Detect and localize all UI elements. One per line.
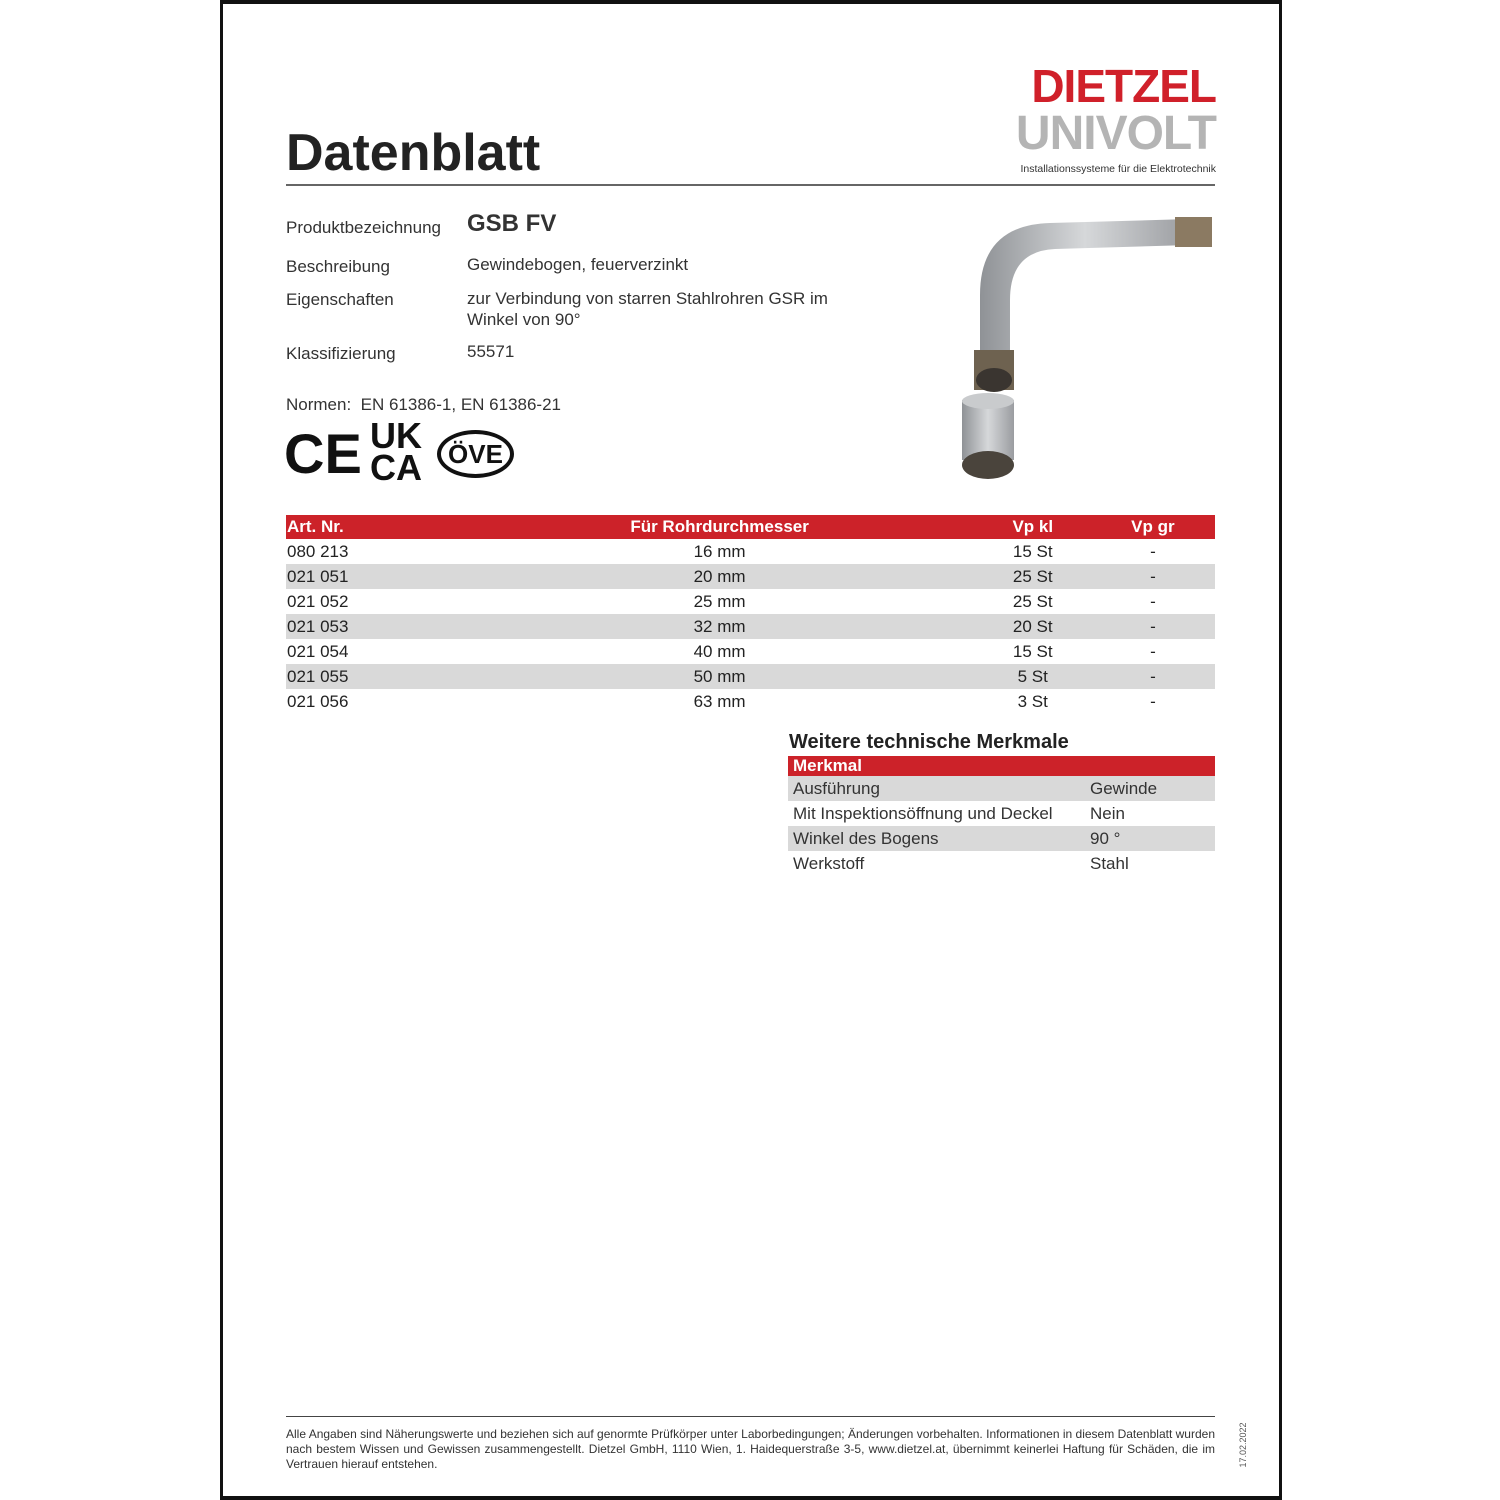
art-nr: 021 055 [286, 664, 464, 689]
diameter: 63 mm [693, 691, 746, 711]
feature-name: Werkstoff [793, 853, 865, 873]
footer-divider [286, 1416, 1215, 1417]
page-title: Datenblatt [286, 124, 541, 182]
header-divider [286, 184, 1215, 186]
feature-value: Gewinde [1090, 776, 1215, 801]
art-nr: 021 051 [286, 564, 464, 589]
diameter: 25 mm [693, 591, 746, 611]
features-header: Merkmal [788, 756, 1215, 776]
feature-name: Winkel des Bogens [788, 826, 1090, 851]
classification-value: 55571 [467, 342, 515, 361]
properties-label: Eigenschaften [286, 290, 394, 309]
ce-mark: CE [284, 422, 362, 485]
vp-gr: - [1091, 564, 1215, 589]
art-nr: 080 213 [287, 541, 349, 561]
table-row [788, 851, 1215, 876]
logo-dietzel: DIETZEL [1031, 60, 1216, 112]
vp-gr: - [1150, 541, 1156, 561]
document-date: 17.02.2022 [1238, 1422, 1248, 1468]
norms [286, 394, 561, 415]
table-row [286, 564, 1215, 589]
classification-label: Klassifizierung [286, 344, 396, 363]
vp-gr: - [1150, 591, 1156, 611]
properties-line1: zur Verbindung von starren Stahlrohren GSR im [467, 289, 828, 308]
table-row [286, 539, 1215, 564]
logo-tagline: Installationssysteme für die Elektrotechnik [1020, 163, 1216, 175]
features-title: Weitere technische Merkmale [789, 731, 1069, 753]
feature-value: Nein [1090, 803, 1125, 823]
description-label: Beschreibung [286, 257, 390, 276]
vp-gr: - [1150, 641, 1156, 661]
norms-label: Normen: [286, 395, 352, 414]
table-row [286, 689, 1215, 714]
vp-gr: - [1091, 664, 1215, 689]
art-nr: 021 052 [287, 591, 349, 611]
col-vp-gr: Vp gr [1091, 515, 1215, 539]
ove-mark: ÖVE [437, 430, 514, 478]
norms-value: EN 61386-1, EN 61386-21 [360, 395, 561, 414]
description-value: Gewindebogen, feuerverzinkt [467, 255, 689, 274]
table-row [788, 776, 1215, 801]
feature-value: 90 ° [1090, 826, 1215, 851]
col-vp-kl: Vp kl [975, 515, 1091, 539]
table-row [788, 801, 1215, 826]
vp-kl: 25 St [975, 564, 1091, 589]
col-art-nr: Art. Nr. [286, 515, 464, 539]
vp-gr: - [1091, 614, 1215, 639]
diameter: 32 mm [464, 614, 974, 639]
article-table [286, 515, 1215, 714]
feature-name: Ausführung [788, 776, 1090, 801]
diameter: 16 mm [693, 541, 746, 561]
art-nr: 021 056 [287, 691, 349, 711]
logo-univolt: UNIVOLT [1015, 107, 1216, 160]
feature-name: Mit Inspektionsöffnung und Deckel [793, 803, 1053, 823]
article-table-header [286, 515, 1215, 539]
vp-kl: 15 St [1012, 641, 1053, 661]
col-diameter: Für Rohrdurchmesser [464, 515, 974, 539]
table-row [788, 826, 1215, 851]
vp-kl: 20 St [975, 614, 1091, 639]
product-name: GSB FV [467, 210, 557, 237]
ukca-top: UK [370, 415, 422, 456]
product-image [950, 205, 1220, 490]
diameter: 50 mm [464, 664, 974, 689]
table-row [286, 664, 1215, 689]
footer-disclaimer: Alle Angaben sind Näherungswerte und beziehen sich auf genormte Prüfkörper unter Laborbedingungen; Änderungen vorbehalten. Informationen in diesem Datenblatt wurden nach bestem Wissen und Gewissen zusammengestellt. Dietzel GmbH, 1110 Wien, 1. Haidequerstraße 3-5, www.dietzel.at, übernimmt keinerlei Haftung für Schäden, die im Vertrauen hierauf entstehen. [286, 1427, 1215, 1471]
table-row [286, 589, 1215, 614]
vp-kl: 5 St [975, 664, 1091, 689]
art-nr: 021 054 [287, 641, 349, 661]
table-row [286, 639, 1215, 664]
vp-gr: - [1150, 691, 1156, 711]
vp-kl: 25 St [1012, 591, 1053, 611]
product-name-label: Produktbezeichnung [286, 218, 442, 237]
feature-value: Stahl [1090, 853, 1129, 873]
features-table [788, 756, 1215, 876]
ukca-bottom: CA [370, 447, 422, 488]
art-nr: 021 053 [286, 614, 464, 639]
properties-line2: Winkel von 90° [467, 310, 581, 329]
table-row [286, 614, 1215, 639]
diameter: 40 mm [693, 641, 746, 661]
certification-marks [284, 424, 364, 484]
diameter: 20 mm [464, 564, 974, 589]
ukca-mark [370, 415, 430, 488]
vp-kl: 15 St [1012, 541, 1053, 561]
vp-kl: 3 St [1017, 691, 1048, 711]
